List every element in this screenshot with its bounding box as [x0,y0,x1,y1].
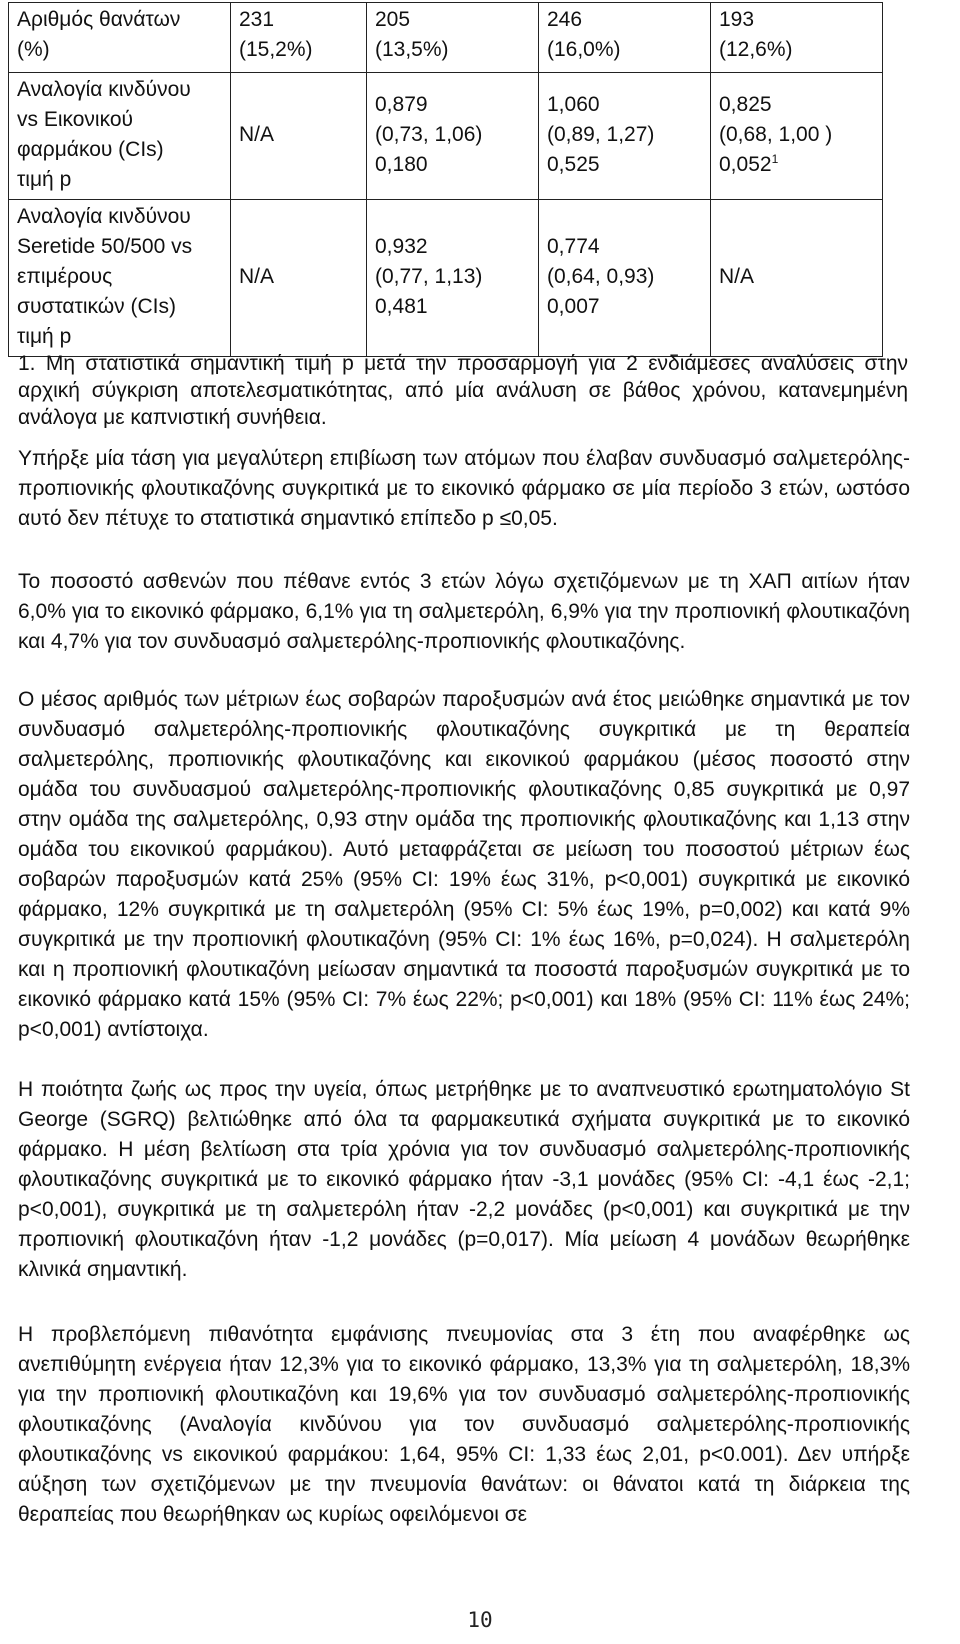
page-number: 10 [467,1608,493,1632]
cell-value: (15,2%) [239,38,313,61]
cell-value: 0,525 [547,153,600,176]
cell-value: 0,774 [547,235,600,258]
footnote-marker: 1 [771,152,779,166]
cell-value: (13,5%) [375,38,449,61]
cell-value: N/A [719,265,755,288]
row-label-line: φαρμάκου (CIs) [17,138,164,161]
cell-value: 0,481 [375,295,428,318]
table-cell [539,3,711,73]
cell-value: 0,879 [375,93,428,116]
paragraph-pneumonia: Η προβλεπόμενη πιθανότητα εμφάνισης πνευμονίας στα 3 έτη που αναφέρθηκε ως ανεπιθύμητη ενέργεια ήταν 12,3% για το εικονικό φάρμακο, 13,3% για τη σαλμετερόλη, 18,3% για την προπιονική φλουτικαζόνη και 19,6% για τον συνδυασμό σαλμετερόλης-προπιονικής φλουτικαζόνης (Αναλογία κινδύνου για τον συνδυασμό σαλμετερόλης-προπιονικής φλουτικαζόνης vs εικονικού φαρμάκου: 1,64, 95% CI: 1,33 έως 2,01, p<0.001). Δεν υπήρξε αύξηση των σχετιζόμενων με την πνευμονία θανάτων: οι θάνατοι κατά τη διάρκεια της θεραπείας που θεωρήθηκαν ως κυρίως οφειλόμενοι σε [18,1323,910,1526]
paragraph-survival: Υπήρξε μία τάση για μεγαλύτερη επιβίωση των ατόμων που έλαβαν συνδυασμό σαλμετερόλης-προπιονικής φλουτικαζόνης συγκριτικά με το εικονικό φάρμακο σε μία περίοδο 3 ετών, ωστόσο αυτό δεν πέτυχε το στατιστικά σημαντικό επίπεδο p ≤0,05. [18,447,910,530]
cell-value: 0,007 [547,295,600,318]
row-label-line: Αναλογία κινδύνου [17,78,191,101]
row-label-line: (%) [17,38,50,61]
row-label-line: vs Εικονικού [17,108,134,131]
paragraph-copd-deaths: Το ποσοστό ασθενών που πέθανε εντός 3 ετών λόγω σχετιζόμενων με τη ΧΑΠ αιτίων ήταν 6,0% για το εικονικό φάρμακο, 6,1% για τη σαλμετερόλη, 6,9% για την προπιονική φλουτικαζόνη και 4,7% για τον συνδυασμό σαλμετερόλης-προπιονικής φλουτικαζόνης. [18,570,910,653]
table-cell [367,200,539,357]
row-label-line: τιμή p [17,325,72,348]
table-cell [539,73,711,200]
row-label [9,73,231,200]
row-label [9,3,231,73]
cell-value: (12,6%) [719,38,793,61]
cell-value: N/A [239,265,275,288]
table-cell [539,200,711,357]
row-label-line: Αναλογία κινδύνου [17,205,191,228]
table-footnote: 1. Μη στατιστικά σημαντική τιμή p μετά την προσαρμογή για 2 ενδιάμεσες αναλύσεις στην αρχική σύγκριση αποτελεσματικότητας, από μία ανάλυση σε βάθος χρόνου, κατανεμημένη ανάλογα με καπνιστική συνήθεια. [18,352,908,429]
row-label-line: επιμέρους [17,265,113,288]
results-table [8,2,883,357]
cell-value: 246 [547,8,583,31]
row-label-line: τιμή p [17,168,72,191]
cell-value: (0,89, 1,27) [547,123,655,146]
table-cell [711,73,883,200]
table-cell [711,3,883,73]
cell-value: 0,180 [375,153,428,176]
cell-value: 193 [719,8,755,31]
row-label-line: συστατικών (CIs) [17,295,176,318]
row-label [9,200,231,357]
cell-value: 1,060 [547,93,600,116]
table-cell [231,3,367,73]
cell-value: 231 [239,8,275,31]
cell-value: (16,0%) [547,38,621,61]
table-cell [367,73,539,200]
cell-value: 0,932 [375,235,428,258]
cell-value: 0,052 [719,153,772,176]
paragraph-quality-of-life: Η ποιότητα ζωής ως προς την υγεία, όπως μετρήθηκε με το αναπνευστικό ερωτηματολόγιο St George (SGRQ) βελτιώθηκε από όλα τα φαρμακευτικά σχήματα συγκριτικά με το εικονικό φάρμακο. Η μέση βελτίωση στα τρία χρόνια για τον συνδυασμό σαλμετερόλης-προπιονικής φλουτικαζόνης συγκριτικά με το εικονικό φάρμακο ήταν -3,1 μονάδες (95% CI: -4,1 έως -2,1; p<0,001), συγκριτικά με τη σαλμετερόλη ήταν -2,2 μονάδες (p<0,001) και συγκριτικά με την προπιονική φλουτικαζόνη ήταν -1,2 μονάδες (p=0,017). Μία μείωση 4 μονάδων θεωρήθηκε κλινικά σημαντική. [18,1078,910,1281]
table-row [9,200,883,357]
cell-value-with-footnote [719,150,874,180]
table-cell [367,3,539,73]
cell-value: 0,825 [719,93,772,116]
table-cell [231,200,367,357]
cell-value: (0,68, 1,00 ) [719,123,833,146]
table-cell [231,73,367,200]
paragraph-exacerbations: Ο μέσος αριθμός των μέτριων έως σοβαρών παροξυσμών ανά έτος μειώθηκε σημαντικά με τον συνδυασμό σαλμετερόλης-προπιονικής φλουτικαζόνης συγκριτικά με τη θεραπεία σαλμετερόλης, προπιονικής φλουτικαζόνης και εικονικού φαρμάκου (μέσος ποσοστό στην ομάδα του συνδυασμού σαλμετερόλης-προπιονικής φλουτικαζόνης 0,85 συγκριτικά με 0,97 στην ομάδα της σαλμετερόλης, 0,93 στην ομάδα της προπιονικής φλουτικαζόνης και 1,13 στην ομάδα του εικονικού φαρμάκου). Αυτό μεταφράζεται σε μείωση του ποσοστού μέτριων έως σοβαρών παροξυσμών κατά 25% (95% CI: 19% έως 31%, p<0,001) συγκριτικά με εικονικό φάρμακο, 12% συγκριτικά με τη σαλμετερόλη (95% CI: 5% έως 19%, p=0,002) και κατά 9% συγκριτικά με την προπιονική φλουτικαζόνη (95% CI: 1% έως 16%, p=0,024). Η σαλμετερόλη και η προπιονική φλουτικαζόνη μείωσαν σημαντικά τα ποσοστά παροξυσμών συγκριτικά με το εικονικό φάρμακο κατά 15% (95% CI: 7% έως 22%; p<0,001) και 18% (95% CI: 11% έως 24%; p<0,001) αντίστοιχα. [18,688,910,1041]
cell-value: N/A [239,123,275,146]
row-label-line: Αριθμός θανάτων [17,8,181,31]
table-row [9,3,883,73]
cell-value: (0,77, 1,13) [375,265,483,288]
cell-value: (0,73, 1,06) [375,123,483,146]
table-cell [711,200,883,357]
cell-value: 205 [375,8,411,31]
table-row [9,73,883,200]
cell-value: (0,64, 0,93) [547,265,655,288]
row-label-line: Seretide 50/500 vs [17,235,193,258]
